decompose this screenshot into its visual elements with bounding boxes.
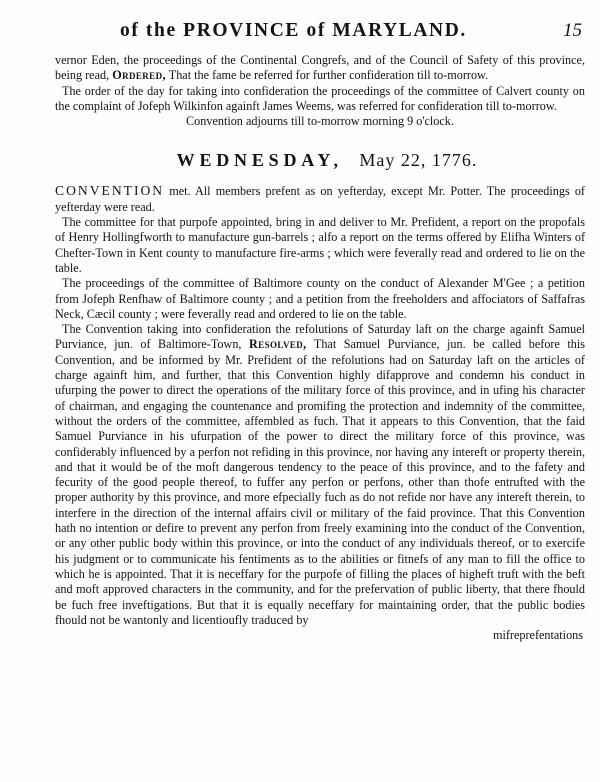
paragraph-continued [55, 53, 585, 84]
paragraph-convention-met [55, 183, 585, 215]
date-heading [55, 149, 585, 171]
paragraph-order-of-day: The order of the day for taking into confideration the proceedings of the committee of Calvert county on the complaint of Jofeph Wilkinfon againft James Weems, was referred for confideration till to-morrow. [55, 83, 585, 113]
running-header [0, 20, 600, 50]
date-heading-weekday: WEDNESDAY, [176, 150, 343, 171]
paragraph-text: That Samuel Purviance, jun. be called before this Convention, and be informed by Mr. Prefident of the refolutions had on Saturday laft on the articles of charge againft him, and further, that this Convention highly difapprove and condemn his conduct in ufurping the power to direct the operations of the military force of this province, and in ufing his character of chairman, and engaging the countenance and promifing the protection and indemnity of the committee, without the orders of the committee, affembled as fuch. That it appears to this Convention, that the faid Samuel Purviance in his ufurpation of the power to direct the military force of this province, was confiderably influenced by a perfon not refiding in this province, nor having any intereft or property therein, and that it would be of the moft dangerous tendency to the peace of this province, and to the fafety and fecurity of the good people thereof, to fuffer any perfon or perfons, other than thofe entrufted with the proper authority by this province, and more efpecially fuch as do not refide nor have any intereft therein, to interfere in the direction of the internal affairs civil or military of the faid province. That this Convention hath no intention or defire to prevent any perfon from freely examining into the conduct of the Convention, or any other public body within this province, or into the conduct of any individuals thereof, or to exercife his judgment or to communicate his fentiments as to the abilities or fitnefs of any man to fill the office to which he is appointed. That it is neceffary for the purpofe of filling the places of higheft truft with the beft and moft approved characters in the community, and for the prefervation of public liberty, that there fhould be fuch free inveftigations. But that it is equally neceffary for maintaining order, that the public bodies fhould not be wantonly and licentioufly traduced by [55, 337, 585, 627]
ordered-keyword: Ordered, [112, 68, 166, 83]
catchword: mifreprefentations [492, 628, 583, 643]
date-heading-date: May 22, 1776. [359, 150, 478, 171]
paragraph-text: met. All members prefent as on yefterday, except Mr. Potter. The proceedings of yefterday were read. [55, 184, 585, 214]
adjournment-line: Convention adjourns till to-morrow morning 9 o'clock. [186, 114, 454, 129]
paragraph-committee-report: The committee for that purpofe appointed, bring in and deliver to Mr. Prefident, a report on the propofals of Henry Hollingfworth to manufacture gun-barrels ; alfo a report on the terms offered by Elifha Winters of Chefter-Town in Kent county to manufacture fire-arms ; which were feverally read and ordered to lie on the table. [55, 215, 585, 275]
resolved-keyword: Resolved, [248, 337, 307, 352]
paragraph-purviance-resolution [55, 322, 585, 628]
paragraph-text: vernor Eden, the proceedings of the Continental Congrefs, and of the Council of Safety of this province, being read, [55, 53, 585, 83]
paragraph-text: That the fame be referred for further confideration till to-morrow. [165, 68, 489, 83]
paragraph-baltimore-proceedings: The proceedings of the committee of Baltimore county on the conduct of Alexander M'Gee ; a petition from Jofeph Renfhaw of Baltimore county ; and a petition from the freeholders and affociators of Saffafras Neck, Cæcil county ; were feverally read and ordered to lie on the table. [55, 276, 585, 321]
running-title: of the PROVINCE of MARYLAND. [120, 20, 467, 41]
body-text [55, 53, 585, 643]
paragraph-lead-word: CONVENTION [55, 183, 165, 199]
page-number: 15 [563, 20, 582, 41]
paragraph-text: The Convention taking into confideration the refolutions of Saturday laft on the charge againft Samuel Purviance, jun. of Baltimore-Town, [55, 322, 585, 352]
